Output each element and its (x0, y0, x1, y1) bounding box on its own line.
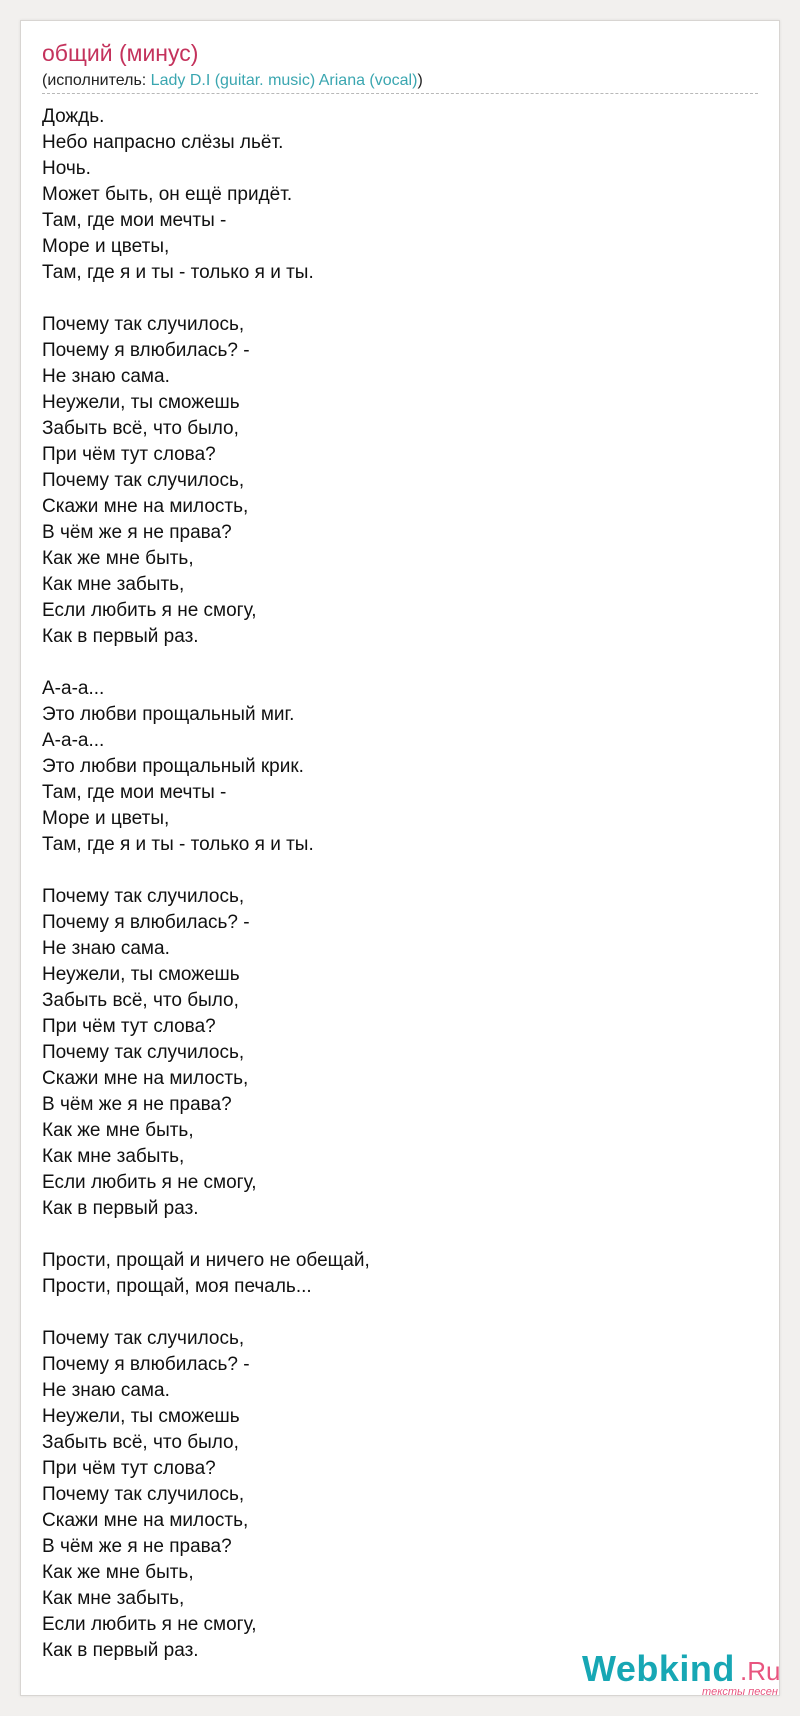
lyric-line: Неужели, ты сможешь (42, 964, 240, 985)
lyric-line: В чём же я не права? (42, 1094, 232, 1115)
lyric-line: Там, где я и ты - только я и ты. (42, 262, 314, 283)
performer-line (42, 72, 423, 90)
lyric-line (42, 1222, 742, 1248)
logo-wordmark: Webkind (582, 1648, 735, 1689)
lyric-line: Не знаю сама. (42, 366, 170, 387)
lyric-line: Почему так случилось, (42, 886, 245, 907)
lyric-line: Если любить я не смогу, (42, 1172, 257, 1193)
lyric-line: А-а-а... (42, 678, 105, 699)
lyric-line: При чём тут слова? (42, 1016, 216, 1037)
performer-prefix: (исполнитель: (42, 72, 151, 89)
lyric-line: Как в первый раз. (42, 1198, 199, 1219)
lyric-line: Как мне забыть, (42, 1588, 185, 1609)
lyric-line: Забыть всё, что было, (42, 418, 239, 439)
lyric-line: Почему я влюбилась? - (42, 340, 250, 361)
lyric-line: Там, где я и ты - только я и ты. (42, 834, 314, 855)
artist-link[interactable]: Lady D.I (guitar. music) Ariana (vocal) (150, 72, 418, 89)
lyric-line (42, 650, 742, 676)
lyric-line: Если любить я не смогу, (42, 1614, 257, 1635)
lyric-line: А-а-а... (42, 730, 105, 751)
lyric-line: Прости, прощай, моя печаль... (42, 1276, 312, 1297)
lyric-line: Там, где мои мечты - (42, 782, 227, 803)
lyric-line (42, 286, 742, 312)
lyric-line: Почему так случилось, (42, 314, 245, 335)
lyric-line: Почему так случилось, (42, 1328, 245, 1349)
lyric-line: Как мне забыть, (42, 574, 185, 595)
logo-tagline: тексты песен (702, 1686, 778, 1698)
lyrics-text (42, 104, 742, 1664)
lyric-line: Как же мне быть, (42, 1562, 194, 1583)
lyric-line: Дождь. (42, 106, 105, 127)
lyric-line (42, 858, 742, 884)
site-logo[interactable] (582, 1648, 792, 1698)
lyric-line: Как же мне быть, (42, 548, 194, 569)
lyric-line: В чём же я не права? (42, 1536, 232, 1557)
lyric-line: Почему так случилось, (42, 470, 245, 491)
lyric-line: Это любви прощальный миг. (42, 704, 295, 725)
lyric-line: Не знаю сама. (42, 1380, 170, 1401)
lyric-line: Скажи мне на милость, (42, 1068, 249, 1089)
lyric-line: Скажи мне на милость, (42, 496, 249, 517)
lyric-line: Море и цветы, (42, 808, 170, 829)
lyric-line: Там, где мои мечты - (42, 210, 227, 231)
lyric-line: Как мне забыть, (42, 1146, 185, 1167)
lyric-line: Если любить я не смогу, (42, 600, 257, 621)
lyric-line: Небо напрасно слёзы льёт. (42, 132, 284, 153)
lyric-line: Как в первый раз. (42, 1640, 199, 1661)
lyric-line (42, 1300, 742, 1326)
lyric-line: Забыть всё, что было, (42, 1432, 239, 1453)
performer-suffix: ) (417, 72, 423, 89)
divider (42, 93, 758, 94)
lyric-line: Море и цветы, (42, 236, 170, 257)
lyric-line: Скажи мне на милость, (42, 1510, 249, 1531)
lyric-line: Как же мне быть, (42, 1120, 194, 1141)
lyric-line: Неужели, ты сможешь (42, 1406, 240, 1427)
lyric-line: При чём тут слова? (42, 444, 216, 465)
lyric-line: Почему так случилось, (42, 1042, 245, 1063)
lyric-line: Как в первый раз. (42, 626, 199, 647)
lyric-line: Почему я влюбилась? - (42, 912, 250, 933)
lyric-line: Ночь. (42, 158, 91, 179)
lyric-line: Почему так случилось, (42, 1484, 245, 1505)
lyric-line: Это любви прощальный крик. (42, 756, 304, 777)
lyric-line: Не знаю сама. (42, 938, 170, 959)
lyric-line: Прости, прощай и ничего не обещай, (42, 1250, 370, 1271)
lyric-line: При чём тут слова? (42, 1458, 216, 1479)
lyric-line: Забыть всё, что было, (42, 990, 239, 1011)
logo-domain: .Ru (740, 1656, 781, 1686)
lyric-line: Может быть, он ещё придёт. (42, 184, 293, 205)
lyric-line: В чём же я не права? (42, 522, 232, 543)
lyric-line: Почему я влюбилась? - (42, 1354, 250, 1375)
lyric-line: Неужели, ты сможешь (42, 392, 240, 413)
song-title: общий (минус) (42, 40, 199, 66)
